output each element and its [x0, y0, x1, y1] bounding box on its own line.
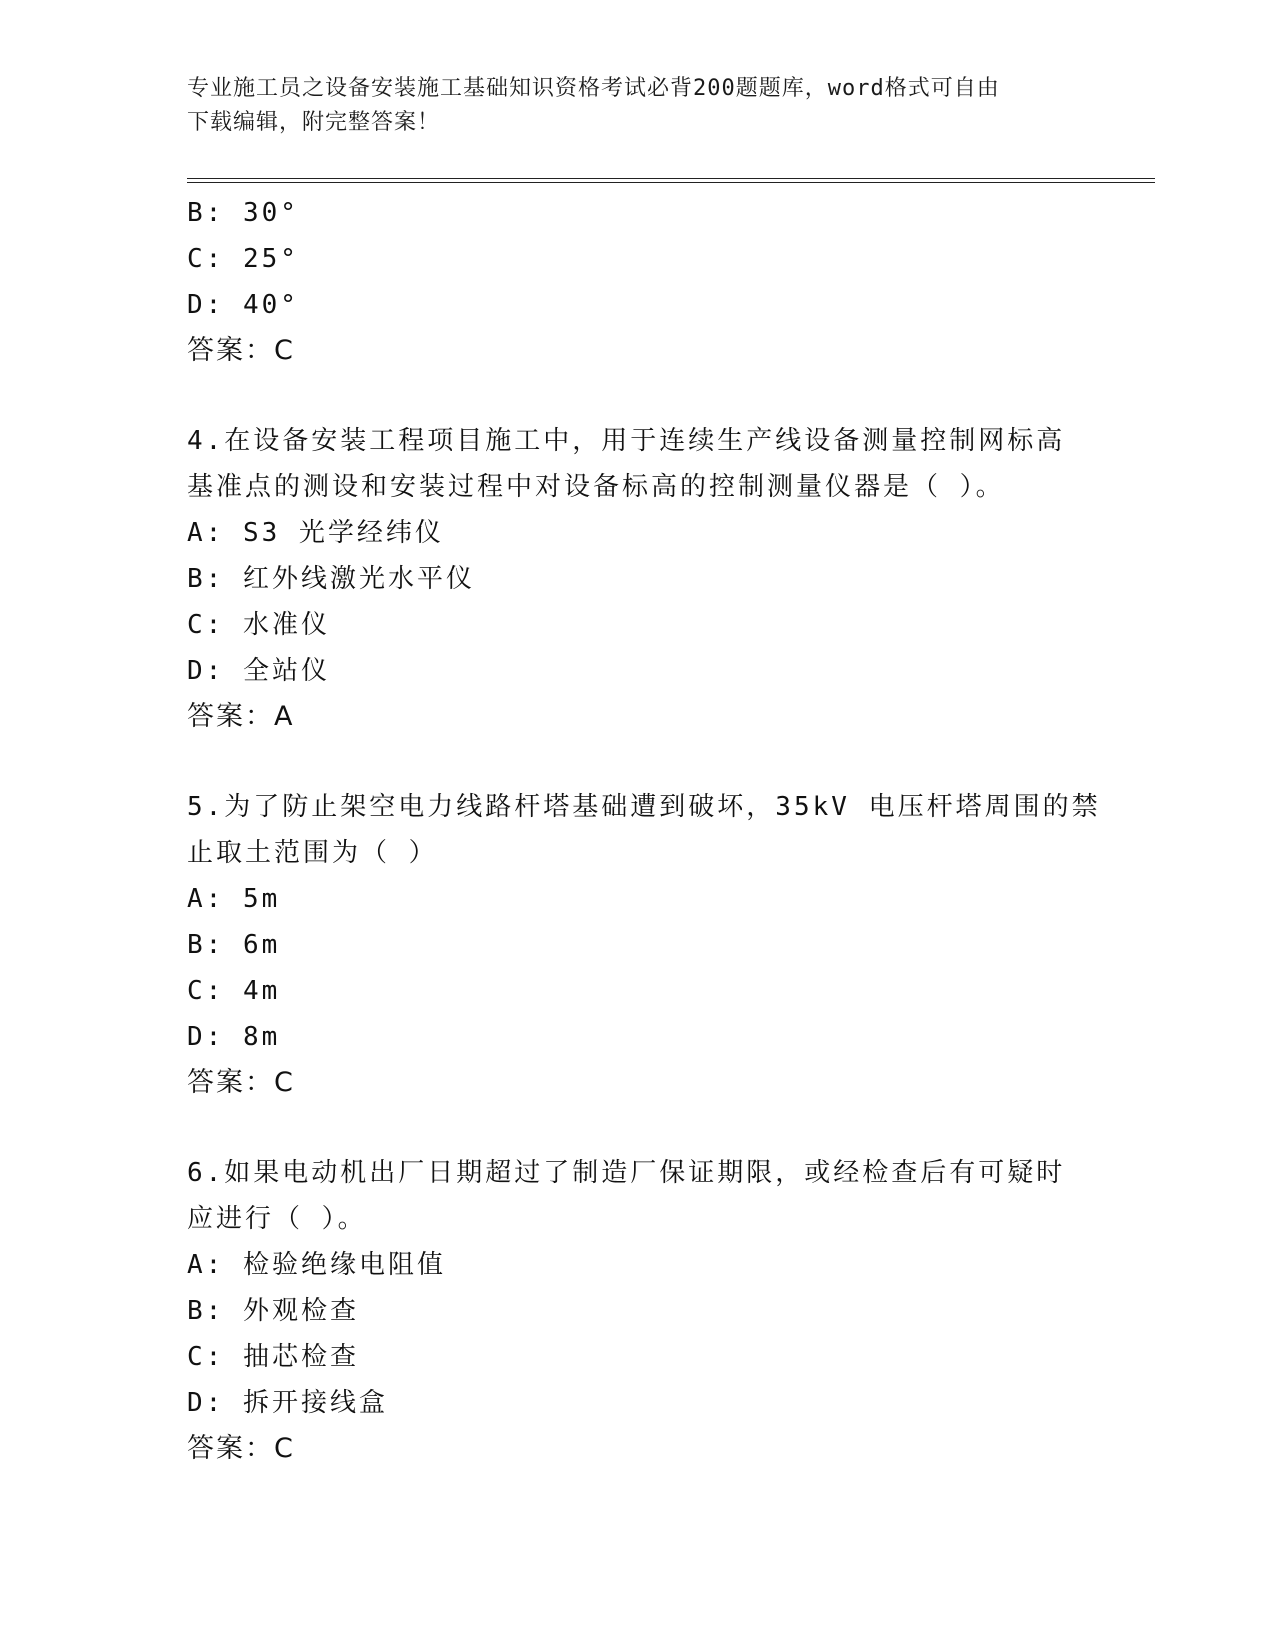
answer: 答案：A [187, 701, 295, 732]
question-list [187, 190, 1101, 1472]
option-d: D: 40° [187, 290, 299, 320]
option-a: A: S3 光学经纬仪 [187, 518, 444, 548]
question-stem-line: 6.如果电动机出厂日期超过了制造厂保证期限，或经检查后有可疑时 [187, 1158, 1066, 1188]
option-d: D: 8m [187, 1022, 281, 1052]
header-divider [187, 178, 1155, 183]
question-stem-line: 应进行（ ）。 [187, 1204, 367, 1234]
option-a: A: 检验绝缘电阻值 [187, 1250, 446, 1280]
option-a: A: 5m [187, 884, 281, 914]
option-c: C: 水准仪 [187, 610, 330, 640]
answer: 答案：C [187, 335, 295, 366]
question-stem-line: 4.在设备安装工程项目施工中，用于连续生产线设备测量控制网标高 [187, 426, 1066, 456]
prev-question [187, 190, 1087, 374]
option-d: D: 拆开接线盒 [187, 1388, 388, 1418]
answer: 答案：C [187, 1433, 295, 1464]
header-line-2: 下载编辑，附完整答案！ [187, 110, 441, 135]
option-c: C: 4m [187, 976, 281, 1006]
option-b: B: 30° [187, 198, 299, 228]
question-5 [187, 784, 1101, 1106]
option-b: B: 外观检查 [187, 1296, 359, 1326]
question-stem-line: 止取土范围为（ ） [187, 838, 438, 868]
header-line-1: 专业施工员之设备安装施工基础知识资格考试必背200题题库，word格式可自由 [187, 76, 1000, 101]
option-b: B: 红外线激光水平仪 [187, 564, 475, 594]
question-6 [187, 1150, 1087, 1472]
question-stem-line: 基准点的测设和安装过程中对设备标高的控制测量仪器是（ ）。 [187, 472, 1005, 502]
question-4 [187, 418, 1087, 740]
question-stem-line: 5.为了防止架空电力线路杆塔基础遭到破坏，35kV 电压杆塔周围的禁 [187, 792, 1101, 822]
option-d: D: 全站仪 [187, 656, 330, 686]
document-header [187, 72, 1067, 140]
answer: 答案：C [187, 1067, 295, 1098]
option-c: C: 25° [187, 244, 299, 274]
option-c: C: 抽芯检查 [187, 1342, 359, 1372]
option-b: B: 6m [187, 930, 281, 960]
